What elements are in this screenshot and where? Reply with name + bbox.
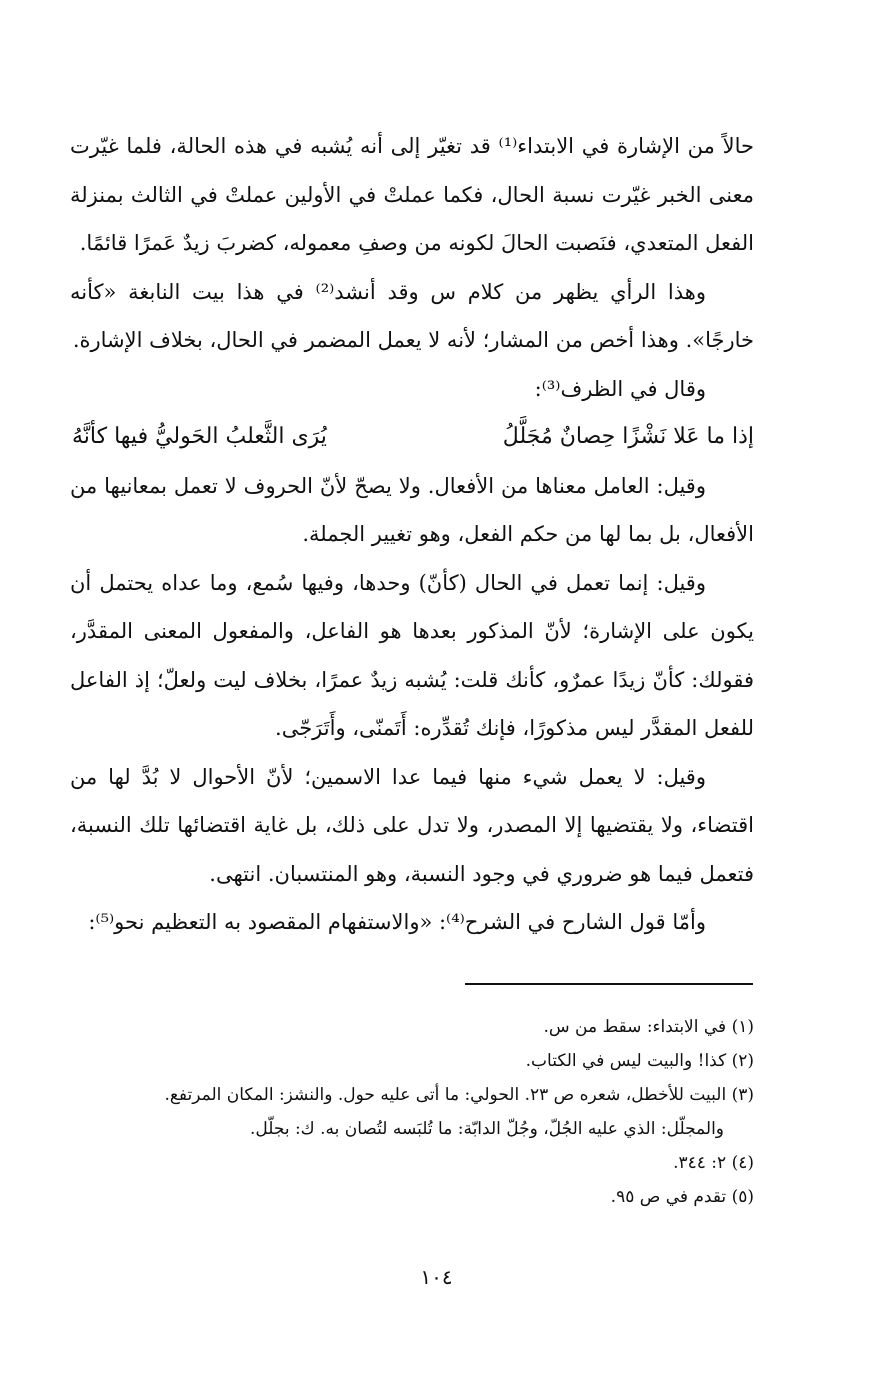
page-number: ١٠٤ xyxy=(420,1265,453,1289)
main-text xyxy=(70,122,754,947)
footnote-3-continuation: والمجلّل: الذي عليه الجُلّ، وجُلّ الدابّة: ما تُلبَسه لتُصان به. ك: بجلّل. xyxy=(249,1119,724,1139)
footnote-4: (٤) ٢: ٣٤٤. xyxy=(673,1153,754,1173)
paragraph-4: وقيل: العامل معناها من الأفعال. ولا يصحّ لأنّ الحروف لا تعمل بمعانيها من الأفعال، بل بما لها من حكم الفعل، وهو تغيير الجملة. xyxy=(70,473,754,546)
paragraph-5: وقيل: إنما تعمل في الحال (كأنّ) وحدها، وفيها سُمع، وما عداه يحتمل أن يكون على الإشارة؛ لأنّ المذكور بعدها هو الفاعل، والمفعول المعنى المقدَّر، فقولك: كأنّ زيدًا عمرٌو، كأنك قلت: يُشبه زيدٌ عمرًا، بخلاف ليت ولعلّ؛ إذ الفاعل للفعل المقدَّر ليس مذكورًا، فإنك تُقدِّره: أَتَمنّى، وأَتَرَجّى. xyxy=(70,570,754,740)
footnote-2: (٢) كذا! والبيت ليس في الكتاب. xyxy=(525,1051,754,1071)
paragraph-7: وأمّا قول الشارح في الشرح⁽⁴⁾: «والاستفهام المقصود به التعظيم نحو⁽⁵⁾: xyxy=(88,910,706,934)
verse-left-hemistich: يُرَى الثَّعلبُ الحَوليُّ فيها كأنَّهُ xyxy=(72,424,327,449)
footnote-1: (١) في الابتداء: سقط من س. xyxy=(543,1017,754,1037)
poetry-verse xyxy=(70,413,754,462)
paragraph-1: حالاً من الإشارة في الابتداء⁽¹⁾ قد تغيّر إلى أنه يُشبه في هذه الحالة، فلما غيّرت معنى الخبر غيّرت نسبة الحال، فكما عملتْ في الأولين عملتْ في الثالث بمنزلة الفعل المتعدي، فنَصبت الحالَ لكونه من وصفِ معموله، كضربَ زيدٌ عَمرًا قائمًا. xyxy=(70,134,754,255)
footnotes xyxy=(70,1010,754,1214)
footnote-3: (٣) البيت للأخطل، شعره ص ٢٣. الحولي: ما أتى عليه حول. والنشز: المكان المرتفع. xyxy=(164,1085,754,1105)
verse-right-hemistich: إذا ما عَلا نَشْزًا حِصانٌ مُجَلَّلُ xyxy=(502,424,754,449)
paragraph-6: وقيل: لا يعمل شيء منها فيما عدا الاسمين؛ لأنّ الأحوال لا بُدَّ لها من اقتضاء، ولا يقتضيها إلا المصدر، ولا تدل على ذلك، بل غاية اقتضائها تلك النسبة، فتعمل فيما هو ضروري في وجود النسبة، وهو المنتسبان. انتهى. xyxy=(70,764,754,886)
footnote-separator xyxy=(465,983,753,985)
footnote-5: (٥) تقدم في ص ٩٥. xyxy=(610,1187,754,1207)
paragraph-3: وقال في الظرف⁽³⁾: xyxy=(534,376,706,401)
paragraph-2: وهذا الرأي يظهر من كلام س وقد أنشد⁽²⁾ في هذا بيت النابغة «كأنه خارجًا». وهذا أخص من المشار؛ لأنه لا يعمل المضمر في الحال، بخلاف الإشارة. xyxy=(70,279,754,352)
